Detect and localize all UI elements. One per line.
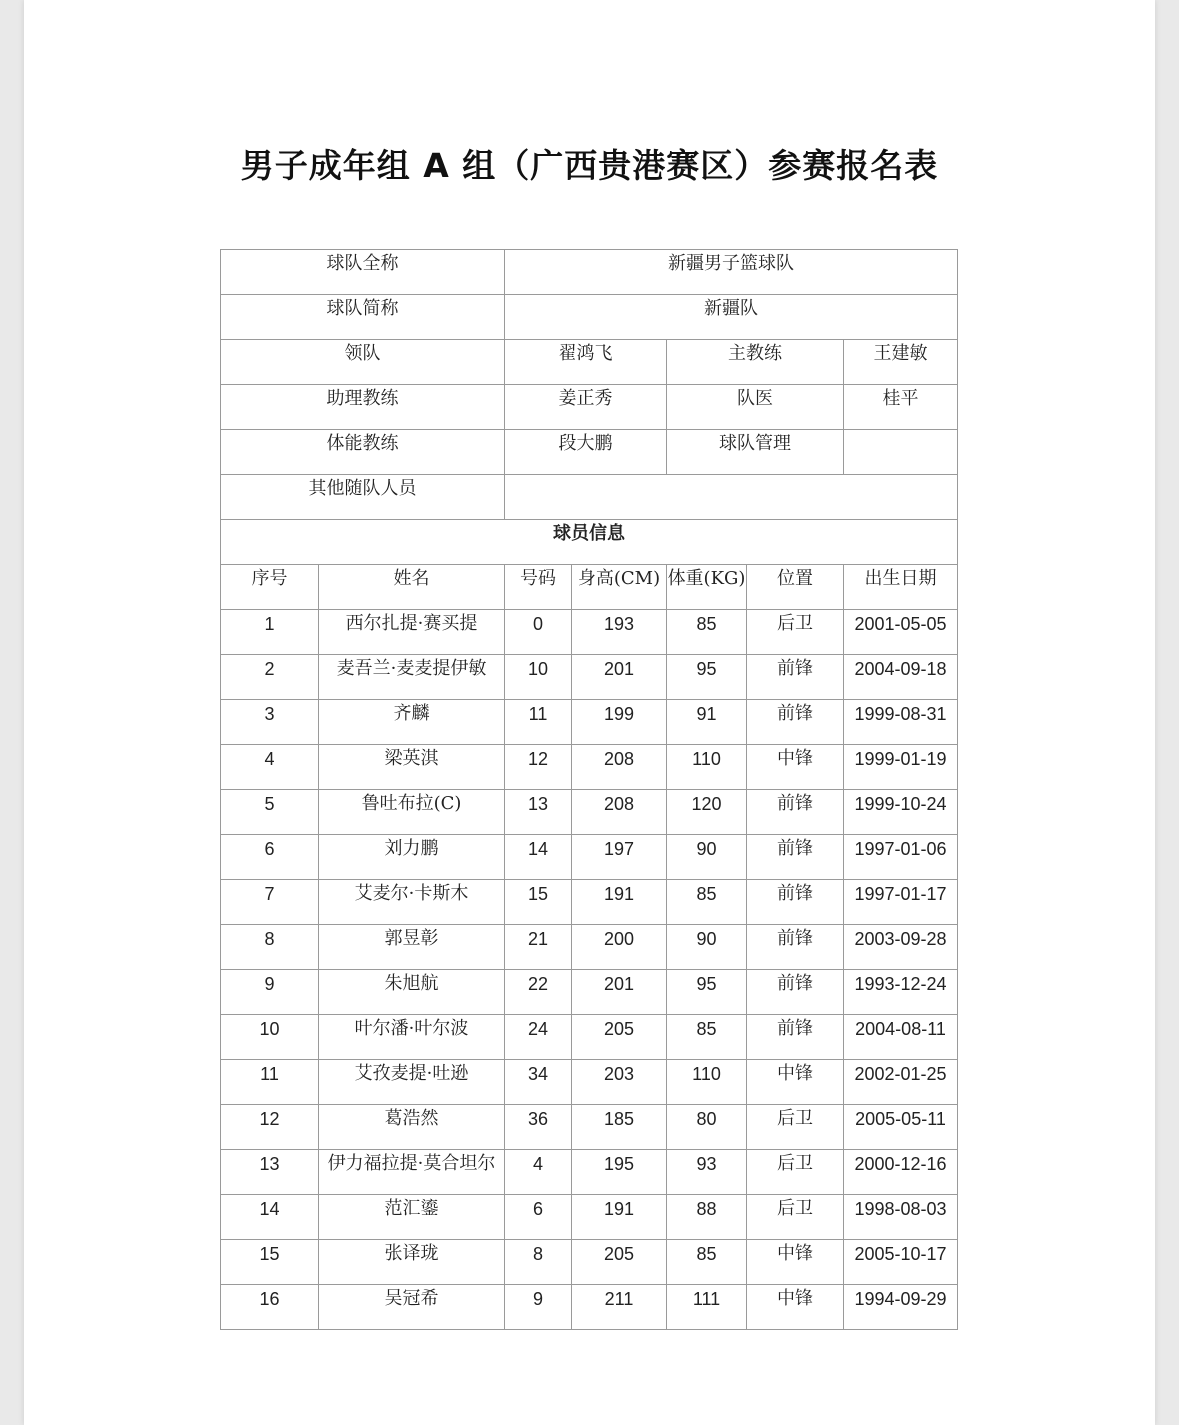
player-index: 9: [221, 970, 319, 1015]
row-other-staff: [221, 475, 958, 520]
player-number: 4: [505, 1150, 572, 1195]
player-position: 后卫: [747, 610, 844, 655]
player-name: 葛浩然: [319, 1105, 505, 1150]
player-index: 7: [221, 880, 319, 925]
player-birthdate: 2004-08-11: [844, 1015, 958, 1060]
row-players-section: [221, 520, 958, 565]
player-row: [221, 970, 958, 1015]
player-weight: 90: [667, 925, 747, 970]
assistant-coach-label: 助理教练: [221, 385, 505, 430]
player-weight: 85: [667, 1240, 747, 1285]
player-row: [221, 925, 958, 970]
column-header: 身高(CM): [572, 565, 667, 610]
player-name: 吴冠希: [319, 1285, 505, 1330]
player-number: 8: [505, 1240, 572, 1285]
player-number: 9: [505, 1285, 572, 1330]
player-birthdate: 1999-01-19: [844, 745, 958, 790]
player-weight: 80: [667, 1105, 747, 1150]
player-index: 13: [221, 1150, 319, 1195]
row-short-name: [221, 295, 958, 340]
player-row: [221, 700, 958, 745]
doctor-value: 桂平: [844, 385, 958, 430]
player-name: 齐麟: [319, 700, 505, 745]
player-height: 191: [572, 1195, 667, 1240]
player-birthdate: 2001-05-05: [844, 610, 958, 655]
player-name: 张译珑: [319, 1240, 505, 1285]
player-row: [221, 880, 958, 925]
player-weight: 91: [667, 700, 747, 745]
player-name: 叶尔潘·叶尔波: [319, 1015, 505, 1060]
page-title: 男子成年组 A 组（广西贵港赛区）参赛报名表: [240, 146, 939, 185]
player-position: 前锋: [747, 925, 844, 970]
player-weight: 85: [667, 610, 747, 655]
player-position: 后卫: [747, 1105, 844, 1150]
leader-value: 翟鸿飞: [505, 340, 667, 385]
player-index: 4: [221, 745, 319, 790]
player-height: 199: [572, 700, 667, 745]
registration-table: [220, 249, 958, 1330]
column-header: 号码: [505, 565, 572, 610]
player-row: [221, 1015, 958, 1060]
player-position: 前锋: [747, 655, 844, 700]
short-name-label: 球队简称: [221, 295, 505, 340]
player-birthdate: 2002-01-25: [844, 1060, 958, 1105]
player-birthdate: 2005-05-11: [844, 1105, 958, 1150]
player-height: 208: [572, 790, 667, 835]
player-number: 14: [505, 835, 572, 880]
player-position: 前锋: [747, 1015, 844, 1060]
column-header: 出生日期: [844, 565, 958, 610]
player-birthdate: 2000-12-16: [844, 1150, 958, 1195]
player-name: 鲁吐布拉(C): [319, 790, 505, 835]
document-page: [24, 0, 1155, 1425]
player-height: 191: [572, 880, 667, 925]
player-row: [221, 1195, 958, 1240]
player-index: 8: [221, 925, 319, 970]
player-name: 梁英淇: [319, 745, 505, 790]
doctor-label: 队医: [667, 385, 844, 430]
players-header-row: [221, 565, 958, 610]
leader-label: 领队: [221, 340, 505, 385]
player-position: 前锋: [747, 970, 844, 1015]
player-name: 麦吾兰·麦麦提伊敏: [319, 655, 505, 700]
player-number: 0: [505, 610, 572, 655]
player-name: 范汇鎏: [319, 1195, 505, 1240]
player-row: [221, 835, 958, 880]
player-number: 15: [505, 880, 572, 925]
player-birthdate: 1999-10-24: [844, 790, 958, 835]
player-name: 朱旭航: [319, 970, 505, 1015]
player-name: 西尔扎提·赛买提: [319, 610, 505, 655]
player-number: 34: [505, 1060, 572, 1105]
player-row: [221, 610, 958, 655]
column-header: 姓名: [319, 565, 505, 610]
player-height: 201: [572, 655, 667, 700]
player-row: [221, 790, 958, 835]
row-leader: [221, 340, 958, 385]
fitness-coach-value: 段大鹏: [505, 430, 667, 475]
player-birthdate: 1998-08-03: [844, 1195, 958, 1240]
player-row: [221, 1105, 958, 1150]
player-index: 3: [221, 700, 319, 745]
player-position: 前锋: [747, 700, 844, 745]
players-section-heading: 球员信息: [221, 520, 958, 565]
player-index: 10: [221, 1015, 319, 1060]
fitness-coach-label: 体能教练: [221, 430, 505, 475]
player-height: 201: [572, 970, 667, 1015]
row-full-name: [221, 250, 958, 295]
player-birthdate: 2004-09-18: [844, 655, 958, 700]
row-fitness-coach: [221, 430, 958, 475]
player-height: 208: [572, 745, 667, 790]
player-weight: 120: [667, 790, 747, 835]
player-row: [221, 1060, 958, 1105]
player-name: 郭昱彰: [319, 925, 505, 970]
player-position: 前锋: [747, 790, 844, 835]
player-position: 前锋: [747, 880, 844, 925]
player-number: 22: [505, 970, 572, 1015]
player-number: 21: [505, 925, 572, 970]
full-name-label: 球队全称: [221, 250, 505, 295]
player-index: 12: [221, 1105, 319, 1150]
player-height: 193: [572, 610, 667, 655]
head-coach-value: 王建敏: [844, 340, 958, 385]
player-weight: 88: [667, 1195, 747, 1240]
player-index: 11: [221, 1060, 319, 1105]
player-name: 刘力鹏: [319, 835, 505, 880]
player-number: 11: [505, 700, 572, 745]
player-number: 10: [505, 655, 572, 700]
player-birthdate: 2005-10-17: [844, 1240, 958, 1285]
player-position: 后卫: [747, 1150, 844, 1195]
player-weight: 95: [667, 655, 747, 700]
player-position: 中锋: [747, 745, 844, 790]
other-staff-value: [505, 475, 958, 520]
head-coach-label: 主教练: [667, 340, 844, 385]
player-height: 211: [572, 1285, 667, 1330]
player-height: 203: [572, 1060, 667, 1105]
player-birthdate: 1994-09-29: [844, 1285, 958, 1330]
manager-label: 球队管理: [667, 430, 844, 475]
player-row: [221, 745, 958, 790]
player-position: 后卫: [747, 1195, 844, 1240]
player-number: 6: [505, 1195, 572, 1240]
player-index: 14: [221, 1195, 319, 1240]
player-birthdate: 1997-01-17: [844, 880, 958, 925]
player-weight: 110: [667, 745, 747, 790]
player-height: 195: [572, 1150, 667, 1195]
player-number: 24: [505, 1015, 572, 1060]
player-number: 13: [505, 790, 572, 835]
player-number: 12: [505, 745, 572, 790]
row-assistant-coach: [221, 385, 958, 430]
player-position: 中锋: [747, 1285, 844, 1330]
player-birthdate: 1993-12-24: [844, 970, 958, 1015]
player-index: 15: [221, 1240, 319, 1285]
player-height: 185: [572, 1105, 667, 1150]
short-name-value: 新疆队: [505, 295, 958, 340]
player-weight: 111: [667, 1285, 747, 1330]
player-row: [221, 1240, 958, 1285]
player-index: 6: [221, 835, 319, 880]
player-height: 200: [572, 925, 667, 970]
player-number: 36: [505, 1105, 572, 1150]
player-position: 中锋: [747, 1060, 844, 1105]
other-staff-label: 其他随队人员: [221, 475, 505, 520]
player-index: 1: [221, 610, 319, 655]
column-header: 序号: [221, 565, 319, 610]
player-row: [221, 1150, 958, 1195]
full-name-value: 新疆男子篮球队: [505, 250, 958, 295]
player-height: 205: [572, 1240, 667, 1285]
player-position: 中锋: [747, 1240, 844, 1285]
player-row: [221, 655, 958, 700]
player-index: 2: [221, 655, 319, 700]
player-height: 205: [572, 1015, 667, 1060]
player-position: 前锋: [747, 835, 844, 880]
player-weight: 93: [667, 1150, 747, 1195]
player-index: 16: [221, 1285, 319, 1330]
manager-value: [844, 430, 958, 475]
player-height: 197: [572, 835, 667, 880]
player-weight: 85: [667, 1015, 747, 1060]
player-name: 艾麦尔·卡斯木: [319, 880, 505, 925]
player-birthdate: 1997-01-06: [844, 835, 958, 880]
player-weight: 90: [667, 835, 747, 880]
player-weight: 85: [667, 880, 747, 925]
player-name: 伊力福拉提·莫合坦尔: [319, 1150, 505, 1195]
column-header: 体重(KG): [667, 565, 747, 610]
player-birthdate: 1999-08-31: [844, 700, 958, 745]
player-index: 5: [221, 790, 319, 835]
player-weight: 95: [667, 970, 747, 1015]
player-name: 艾孜麦提·吐逊: [319, 1060, 505, 1105]
player-birthdate: 2003-09-28: [844, 925, 958, 970]
player-row: [221, 1285, 958, 1330]
assistant-coach-value: 姜正秀: [505, 385, 667, 430]
player-weight: 110: [667, 1060, 747, 1105]
column-header: 位置: [747, 565, 844, 610]
